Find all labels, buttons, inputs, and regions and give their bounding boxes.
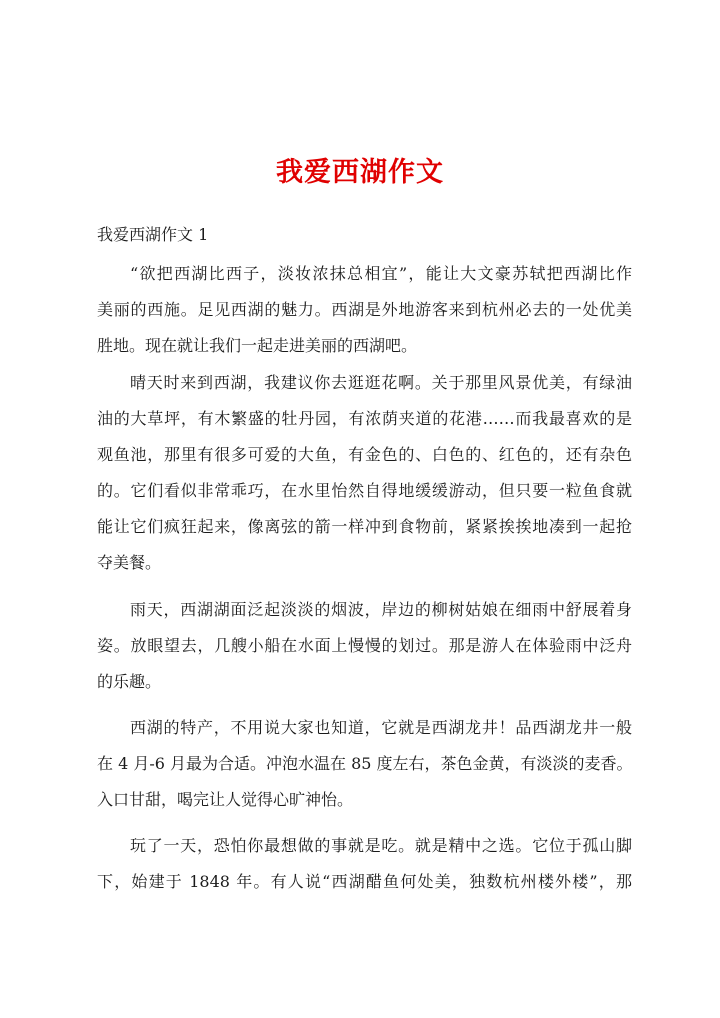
paragraph-2-line-2: 油的大草坪，有木繁盛的牡丹园，有浓荫夹道的花港……而我最喜欢的是 bbox=[97, 409, 632, 428]
essay-subtitle: 我爱西湖作文 1 bbox=[97, 225, 209, 244]
paragraph-2-line-3: 观鱼池，那里有很多可爱的大鱼，有金色的、白色的、红色的，还有杂色 bbox=[97, 445, 632, 464]
paragraph-1-line-3: 胜地。现在就让我们一起走进美丽的西湖吧。 bbox=[97, 336, 418, 355]
paragraph-1-line-1: “欲把西湖比西子，淡妆浓抹总相宜”，能让大文豪苏轼把西湖比作 bbox=[130, 264, 632, 283]
paragraph-2-line-1: 晴天时来到西湖，我建议你去逛逛花啊。关于那里风景优美，有绿油 bbox=[130, 373, 632, 392]
paragraph-5-line-2: 下，始建于 1848 年。有人说“西湖醋鱼何处美，独数杭州楼外楼”，那 bbox=[97, 872, 632, 891]
paragraph-3-line-2: 姿。放眼望去，几艘小船在水面上慢慢的划过。那是游人在体验雨中泛舟 bbox=[97, 636, 632, 655]
paragraph-4-line-2: 在 4 月-6 月最为合适。冲泡水温在 85 度左右，茶色金黄，有淡淡的麦香。 bbox=[97, 754, 633, 773]
document-title: 我爱西湖作文 bbox=[276, 157, 444, 188]
paragraph-2-line-5: 能让它们疯狂起来，像离弦的箭一样冲到食物前，紧紧挨挨地凑到一起抢 bbox=[97, 517, 632, 536]
paragraph-4-line-3: 入口甘甜，喝完让人觉得心旷神怡。 bbox=[97, 790, 354, 809]
paragraph-3-line-1: 雨天，西湖湖面泛起淡淡的烟波，岸边的柳树姑娘在细雨中舒展着身 bbox=[130, 600, 632, 619]
paragraph-2-line-4: 的。它们看似非常乖巧，在水里怡然自得地缓缓游动，但只要一粒鱼食就 bbox=[97, 481, 632, 500]
paragraph-3-line-3: 的乐趣。 bbox=[97, 672, 162, 691]
paragraph-4-line-1: 西湖的特产，不用说大家也知道，它就是西湖龙井！品西湖龙井一般 bbox=[130, 718, 632, 737]
paragraph-1-line-2: 美丽的西施。足见西湖的魅力。西湖是外地游客来到杭州必去的一处优美 bbox=[97, 300, 632, 319]
paragraph-5-line-1: 玩了一天，恐怕你最想做的事就是吃。就是精中之选。它位于孤山脚 bbox=[130, 836, 632, 855]
paragraph-2-line-6: 夺美餐。 bbox=[97, 553, 162, 572]
